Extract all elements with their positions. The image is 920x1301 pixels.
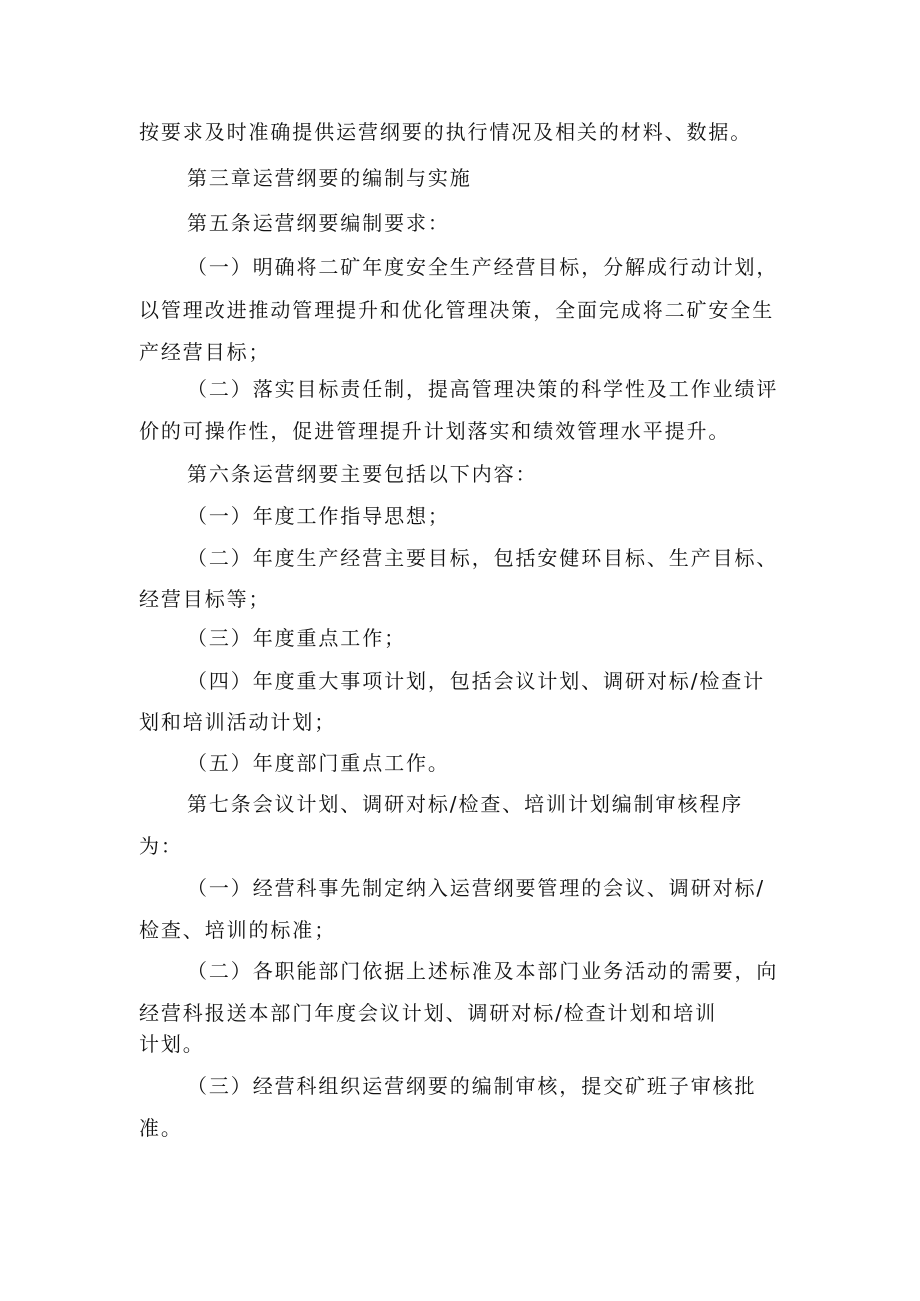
paragraph-line: 检查、培训的标准； [139,918,337,942]
paragraph-line: （二）落实目标责任制，提高管理决策的科学性及工作业绩评 [187,377,779,401]
paragraph-line: 计划。 [139,1032,205,1056]
paragraph-line: 划和培训活动计划； [139,710,337,734]
paragraph-line: （一）年度工作指导思想； [187,504,450,528]
paragraph-line: 产经营目标； [139,340,271,364]
paragraph-line: 价的可操作性，促进管理提升计划落实和绩效管理水平提升。 [139,419,731,443]
paragraph-line: （二）各职能部门依据上述标准及本部门业务活动的需要，向 [187,959,779,983]
paragraph-line: （一）经营科事先制定纳入运营纲要管理的会议、调研对标/ [187,876,766,900]
paragraph-line: （三）年度重点工作； [187,626,406,650]
paragraph-line: （一）明确将二矿年度安全生产经营目标，分解成行动计划， [187,255,779,279]
paragraph-line: （三）经营科组织运营纲要的编制审核，提交矿班子审核批 [187,1074,757,1098]
paragraph-line: （二）年度生产经营主要目标，包括安健环目标、生产目标、 [187,546,779,570]
paragraph-line: 按要求及时准确提供运营纲要的执行情况及相关的材料、数据。 [139,120,753,144]
paragraph-line: 以管理改进推动管理提升和优化管理决策，全面完成将二矿安全生 [139,298,775,322]
paragraph-line: （五）年度部门重点工作。 [187,751,450,775]
chapter-heading: 第三章运营纲要的编制与实施 [187,166,472,190]
paragraph-line: 经营科报送本部门年度会议计划、调研对标/检查计划和培训 [139,1001,718,1025]
article-heading: 第五条运营纲要编制要求： [187,211,450,235]
paragraph-line: （四）年度重大事项计划，包括会议计划、调研对标/检查计 [187,669,766,693]
paragraph-line: 准。 [139,1116,183,1140]
paragraph-line: 为： [139,834,183,858]
article-heading: 第七条会议计划、调研对标/检查、培训计划编制审核程序 [187,792,744,816]
article-heading: 第六条运营纲要主要包括以下内容： [187,462,538,486]
paragraph-line: 经营目标等； [139,587,271,611]
